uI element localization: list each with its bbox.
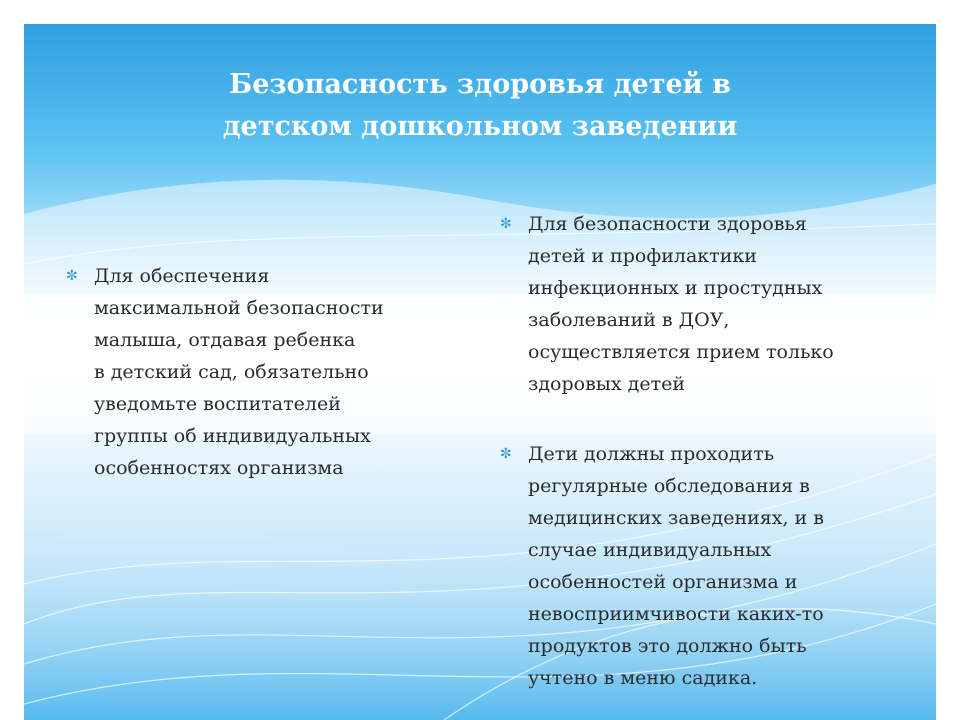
bullet-line: особенностей организма и bbox=[528, 571, 798, 593]
bullet-item bbox=[64, 260, 424, 484]
bullet-line: максимальной безопасности bbox=[94, 297, 384, 319]
bullet-line: медицинских заведениях, и в bbox=[528, 507, 824, 529]
left-column bbox=[64, 260, 424, 522]
title-line: детском дошкольном заведении bbox=[222, 111, 738, 142]
bullet-line: продуктов это должно быть bbox=[528, 635, 807, 657]
bullet-line: регулярные обследования в bbox=[528, 475, 810, 497]
bullet-line: Для обеспечения bbox=[94, 265, 270, 287]
bullet-line: учтено в меню садика. bbox=[528, 667, 758, 689]
asterisk-bullet-icon: ✼ bbox=[500, 446, 512, 462]
title-line: Безопасность здоровья детей в bbox=[229, 69, 731, 100]
bullet-item bbox=[498, 208, 898, 400]
bullet-line: осуществляется прием только bbox=[528, 341, 834, 363]
bullet-line: группы об индивидуальных bbox=[94, 425, 371, 447]
asterisk-bullet-icon: ✼ bbox=[66, 268, 78, 284]
slide bbox=[24, 24, 936, 720]
bullet-line: здоровых детей bbox=[528, 373, 686, 395]
bullet-line: Для безопасности здоровья bbox=[528, 213, 807, 235]
bullet-item bbox=[498, 438, 898, 694]
asterisk-bullet-icon: ✼ bbox=[500, 216, 512, 232]
bullet-line: инфекционных и простудных bbox=[528, 277, 823, 299]
slide-title bbox=[84, 64, 876, 148]
bullet-line: детей и профилактики bbox=[528, 245, 757, 267]
bullet-line: случае индивидуальных bbox=[528, 539, 772, 561]
bullet-line: особенностях организма bbox=[94, 457, 344, 479]
bullet-line: уведомьте воспитателей bbox=[94, 393, 341, 415]
bullet-line: заболеваний в ДОУ, bbox=[528, 309, 730, 331]
bullet-line: Дети должны проходить bbox=[528, 443, 775, 465]
right-column bbox=[498, 208, 898, 720]
bullet-line: в детский сад, обязательно bbox=[94, 361, 369, 383]
bullet-line: невосприимчивости каких-то bbox=[528, 603, 824, 625]
bullet-line: малыша, отдавая ребенка bbox=[94, 329, 356, 351]
